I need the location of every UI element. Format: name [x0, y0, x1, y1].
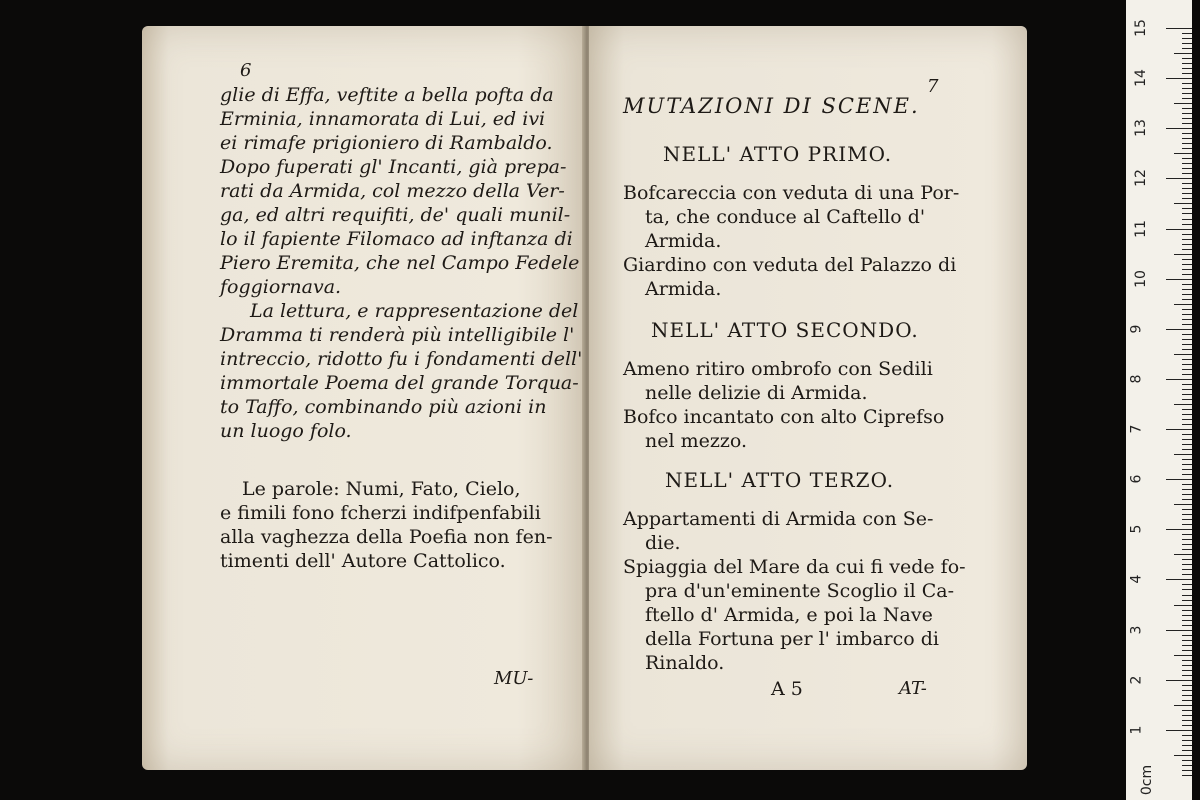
ruler-tick: [1174, 655, 1192, 656]
ruler-number: 0cm: [1139, 764, 1156, 796]
ruler-tick: [1182, 750, 1192, 751]
ruler-tick: [1174, 755, 1192, 756]
ruler-tick: [1182, 720, 1192, 721]
ruler-tick: [1182, 33, 1192, 34]
ruler-tick: [1182, 359, 1192, 360]
ruler-tick: [1182, 620, 1192, 621]
ruler-tick: [1182, 469, 1192, 470]
ruler-tick: [1182, 640, 1192, 641]
ruler-tick: [1182, 319, 1192, 320]
ruler-tick: [1182, 740, 1192, 741]
ruler-number: 7: [1128, 424, 1145, 434]
ruler-tick: [1182, 499, 1192, 500]
ruler-tick: [1182, 118, 1192, 119]
act-line: della Fortuna per l' imbarco di: [645, 628, 939, 650]
ruler-tick: [1182, 108, 1192, 109]
ruler-tick: [1182, 224, 1192, 225]
act-heading: NELL' ATTO TERZO.: [665, 468, 895, 492]
act-line: Armida.: [645, 278, 722, 300]
left-line: un luogo folo.: [220, 420, 352, 442]
ruler-tick: [1182, 610, 1192, 611]
ruler-tick: [1182, 574, 1192, 575]
ruler-tick: [1174, 153, 1192, 154]
ruler-tick: [1182, 138, 1192, 139]
ruler-tick: [1182, 589, 1192, 590]
ruler-tick: [1182, 289, 1192, 290]
ruler-tick: [1182, 344, 1192, 345]
ruler-tick: [1182, 695, 1192, 696]
right-page-number: 7: [927, 76, 939, 97]
ruler-tick: [1182, 269, 1192, 270]
ruler-tick: [1182, 765, 1192, 766]
ruler-tick: [1182, 584, 1192, 585]
ruler-number: 12: [1132, 169, 1149, 188]
ruler-tick: [1182, 309, 1192, 310]
ruler-tick: [1182, 569, 1192, 570]
ruler-tick: [1182, 484, 1192, 485]
ruler-number: 3: [1128, 625, 1145, 635]
act-line: ftello d' Armida, e poi la Nave: [645, 604, 933, 626]
left-catchword: MU-: [494, 668, 534, 689]
ruler-tick: [1182, 208, 1192, 209]
ruler-tick: [1166, 730, 1192, 731]
ruler-tick: [1182, 158, 1192, 159]
ruler-tick: [1182, 770, 1192, 771]
ruler-tick: [1166, 229, 1192, 230]
ruler-tick: [1182, 324, 1192, 325]
ruler-tick: [1182, 38, 1192, 39]
ruler-tick: [1182, 595, 1192, 596]
act-line: die.: [645, 532, 681, 554]
ruler-tick: [1182, 148, 1192, 149]
note-line: Le parole: Numi, Fato, Cielo,: [242, 478, 521, 500]
ruler-tick: [1182, 645, 1192, 646]
ruler-tick: [1166, 279, 1192, 280]
ruler-number: 14: [1132, 69, 1149, 88]
ruler-tick: [1182, 534, 1192, 535]
ruler-tick: [1182, 760, 1192, 761]
ruler-tick: [1182, 544, 1192, 545]
ruler-tick: [1182, 745, 1192, 746]
ruler-tick: [1182, 244, 1192, 245]
ruler-tick: [1182, 434, 1192, 435]
act-line: pra d'un'eminente Scoglio il Ca-: [645, 580, 955, 602]
ruler-tick: [1182, 58, 1192, 59]
ruler-tick: [1182, 73, 1192, 74]
ruler-tick: [1166, 529, 1192, 530]
ruler-number: 11: [1132, 219, 1149, 238]
ruler-number: 10: [1132, 269, 1149, 288]
ruler-tick: [1174, 53, 1192, 54]
ruler-tick: [1182, 474, 1192, 475]
ruler-tick: [1182, 239, 1192, 240]
ruler-tick: [1166, 479, 1192, 480]
ruler-tick: [1166, 379, 1192, 380]
ruler-tick: [1182, 524, 1192, 525]
ruler-tick: [1182, 259, 1192, 260]
ruler-tick: [1182, 173, 1192, 174]
left-line: glie di Effa, veftite a bella pofta da: [220, 84, 554, 106]
act-line: nelle delizie di Armida.: [645, 382, 868, 404]
ruler-tick: [1182, 564, 1192, 565]
right-catchword: AT-: [899, 678, 927, 699]
ruler-number: 8: [1128, 374, 1145, 384]
ruler-tick: [1182, 670, 1192, 671]
ruler-tick: [1182, 459, 1192, 460]
ruler-tick: [1182, 264, 1192, 265]
ruler-tick: [1174, 554, 1192, 555]
ruler-tick: [1182, 424, 1192, 425]
ruler-tick: [1182, 549, 1192, 550]
ruler-tick: [1182, 439, 1192, 440]
ruler-tick: [1174, 454, 1192, 455]
ruler-tick: [1182, 314, 1192, 315]
left-line: rati da Armida, col mezzo della Ver-: [220, 180, 565, 202]
ruler-number: 15: [1132, 19, 1149, 37]
ruler-tick: [1166, 329, 1192, 330]
ruler-tick: [1182, 88, 1192, 89]
ruler-tick: [1174, 254, 1192, 255]
ruler-tick: [1182, 775, 1192, 776]
ruler-number: 5: [1128, 524, 1145, 534]
act-line: Bofco incantato con alto Ciprefso: [623, 406, 945, 428]
ruler-tick: [1182, 294, 1192, 295]
left-line: Erminia, innamorata di Lui, ed ivi: [220, 108, 546, 130]
ruler-tick: [1182, 735, 1192, 736]
ruler-tick: [1182, 198, 1192, 199]
ruler-tick: [1182, 193, 1192, 194]
ruler-tick: [1182, 349, 1192, 350]
ruler-tick: [1166, 178, 1192, 179]
ruler-tick: [1182, 213, 1192, 214]
ruler-tick: [1182, 710, 1192, 711]
ruler-tick: [1182, 98, 1192, 99]
measuring-ruler: [1126, 0, 1192, 800]
left-line: Piero Eremita, che nel Campo Fedele: [220, 252, 580, 274]
ruler-tick: [1182, 665, 1192, 666]
ruler-tick: [1174, 203, 1192, 204]
ruler-tick: [1182, 414, 1192, 415]
note-line: e fimili fono fcherzi indifpenfabili: [220, 502, 541, 524]
ruler-tick: [1182, 374, 1192, 375]
ruler-tick: [1182, 690, 1192, 691]
note-line: timenti dell' Autore Cattolico.: [220, 550, 506, 572]
ruler-tick: [1182, 384, 1192, 385]
ruler-tick: [1182, 494, 1192, 495]
ruler-number: 1: [1128, 725, 1145, 735]
ruler-number: 2: [1128, 675, 1145, 685]
left-line: foggiornava.: [220, 276, 342, 298]
ruler-tick: [1182, 514, 1192, 515]
ruler-tick: [1182, 83, 1192, 84]
ruler-tick: [1182, 394, 1192, 395]
ruler-tick: [1182, 133, 1192, 134]
ruler-tick: [1182, 650, 1192, 651]
left-line: Dopo fuperati gl' Incanti, già prepa-: [220, 156, 567, 178]
act-line: Bofcareccia con veduta di una Por-: [623, 182, 960, 204]
ruler-tick: [1182, 183, 1192, 184]
ruler-number: 9: [1128, 324, 1145, 334]
ruler-tick: [1182, 143, 1192, 144]
ruler-tick: [1182, 685, 1192, 686]
ruler-tick: [1182, 48, 1192, 49]
ruler-tick: [1174, 404, 1192, 405]
ruler-tick: [1182, 43, 1192, 44]
ruler-tick: [1182, 715, 1192, 716]
ruler-tick: [1174, 304, 1192, 305]
ruler-tick: [1182, 68, 1192, 69]
left-page-number: 6: [240, 60, 252, 81]
ruler-tick: [1182, 660, 1192, 661]
ruler-tick: [1182, 700, 1192, 701]
act-line: Spiaggia del Mare da cui fi vede fo-: [623, 556, 966, 578]
ruler-tick: [1182, 93, 1192, 94]
act-line: ta, che conduce al Caftello d': [645, 206, 926, 228]
ruler-tick: [1182, 489, 1192, 490]
act-line: Ameno ritiro ombrofo con Sedili: [623, 358, 933, 380]
ruler-tick: [1182, 299, 1192, 300]
ruler-tick: [1182, 284, 1192, 285]
ruler-tick: [1182, 419, 1192, 420]
ruler-tick: [1182, 675, 1192, 676]
ruler-tick: [1182, 449, 1192, 450]
ruler-tick: [1182, 188, 1192, 189]
left-line: immortale Poema del grande Torqua-: [220, 372, 579, 394]
ruler-number: 6: [1128, 474, 1145, 484]
ruler-tick: [1182, 168, 1192, 169]
ruler-number: 13: [1132, 119, 1149, 138]
ruler-tick: [1182, 339, 1192, 340]
ruler-tick: [1182, 123, 1192, 124]
left-line: ei rimafe prigioniero di Rambaldo.: [220, 132, 553, 154]
act-heading: NELL' ATTO SECONDO.: [651, 318, 919, 342]
ruler-tick: [1182, 725, 1192, 726]
ruler-tick: [1182, 369, 1192, 370]
ruler-tick: [1182, 389, 1192, 390]
act-line: Appartamenti di Armida con Se-: [623, 508, 934, 530]
ruler-tick: [1174, 605, 1192, 606]
ruler-tick: [1182, 600, 1192, 601]
ruler-tick: [1182, 635, 1192, 636]
ruler-tick: [1182, 559, 1192, 560]
ruler-tick: [1166, 128, 1192, 129]
ruler-tick: [1182, 464, 1192, 465]
ruler-tick: [1182, 113, 1192, 114]
left-line: intreccio, ridotto fu i fondamenti dell': [220, 348, 583, 370]
ruler-tick: [1182, 399, 1192, 400]
left-line: to Taffo, combinando più azioni in: [220, 396, 547, 418]
ruler-tick: [1174, 103, 1192, 104]
ruler-tick: [1182, 519, 1192, 520]
act-line: Armida.: [645, 230, 722, 252]
right-page: [589, 26, 1027, 770]
ruler-tick: [1182, 163, 1192, 164]
ruler-tick: [1182, 364, 1192, 365]
ruler-tick: [1182, 539, 1192, 540]
left-line: ga, ed altri requifiti, de' quali munil-: [220, 204, 571, 226]
ruler-tick: [1166, 630, 1192, 631]
act-line: nel mezzo.: [645, 430, 748, 452]
signature-mark: A 5: [771, 678, 803, 700]
ruler-tick: [1182, 234, 1192, 235]
ruler-tick: [1166, 579, 1192, 580]
act-line: Rinaldo.: [645, 652, 725, 674]
ruler-tick: [1182, 509, 1192, 510]
left-line: La lettura, e rappresentazione del: [250, 300, 579, 322]
ruler-tick: [1182, 219, 1192, 220]
ruler-tick: [1166, 429, 1192, 430]
ruler-tick: [1166, 28, 1192, 29]
left-line: lo il fapiente Filomaco ad inftanza di: [220, 228, 573, 250]
ruler-tick: [1182, 249, 1192, 250]
ruler-tick: [1174, 354, 1192, 355]
ruler-tick: [1166, 680, 1192, 681]
ruler-tick: [1166, 78, 1192, 79]
ruler-tick: [1182, 409, 1192, 410]
ruler-tick: [1182, 615, 1192, 616]
ruler-tick: [1174, 504, 1192, 505]
ruler-tick: [1182, 274, 1192, 275]
ruler-tick: [1182, 625, 1192, 626]
ruler-number: 4: [1128, 574, 1145, 584]
scene-changes-title: MUTAZIONI DI SCENE.: [623, 94, 920, 118]
act-heading: NELL' ATTO PRIMO.: [663, 142, 893, 166]
act-line: Giardino con veduta del Palazzo di: [623, 254, 957, 276]
note-line: alla vaghezza della Poefia non fen-: [220, 526, 553, 548]
ruler-tick: [1182, 334, 1192, 335]
ruler-tick: [1182, 63, 1192, 64]
ruler-tick: [1174, 705, 1192, 706]
ruler-tick: [1182, 444, 1192, 445]
left-line: Dramma ti renderà più intelligibile l': [220, 324, 575, 346]
left-page: [142, 26, 584, 770]
